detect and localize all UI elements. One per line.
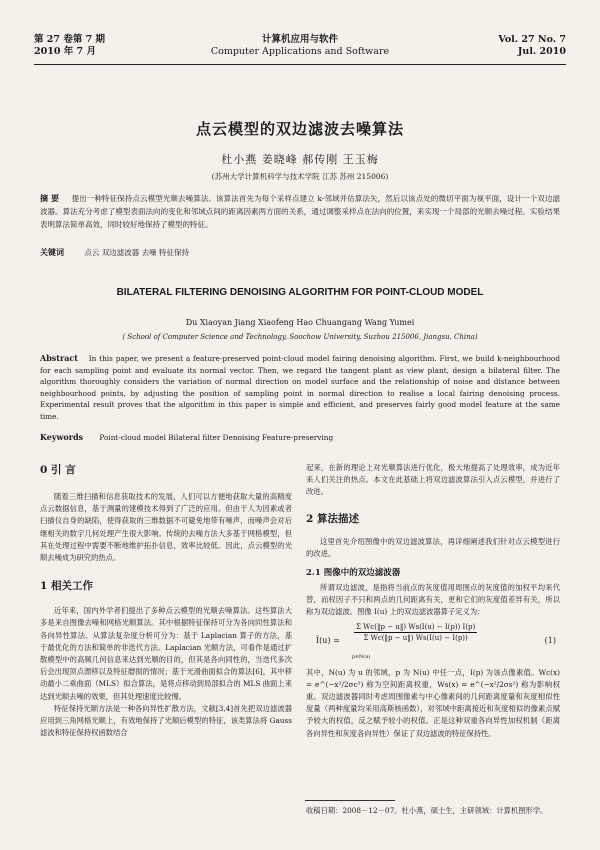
paragraph: 起来，在新的理论上对光顺算法进行优化，极大地提高了处理效率，成为近年来人们关注的热点。本文在此基础上将双边滤波算法引入点云模型，并进行了改进。 bbox=[306, 463, 560, 497]
section-0-body bbox=[40, 491, 292, 564]
authors-en: Du Xiaoyan Jiang Xiaofeng Hao Chuangang Wang Yumei bbox=[185, 318, 415, 327]
paragraph: 所谓双边滤波，是指将当前点的灰度值用周围点的灰度值的加权平均来代替，而权因子不只和两点的几何距离有关，更和它们的灰度值差异有关，所以称为双边滤波。图像 I(u) 上的双边滤波器算子定义为： bbox=[306, 583, 560, 617]
journal-name-en: Computer Applications and Software bbox=[210, 46, 390, 57]
section-2-heading: 2 算法描述 bbox=[306, 512, 359, 525]
paper-title-cn: 点云模型的双边滤波去噪算法 bbox=[195, 120, 404, 138]
keywords-en bbox=[40, 432, 560, 444]
abstract-en-text: In this paper, we present a feature-preserved point-cloud model fairing denoising algorithm. First, we build k-neighbourhood for each sampling point and evaluate its normal vector. Then, we regard the tangent plant as view plant, design a bilateral filter. The algorithm thoroughly considers the variation of normal direction on model surface and the relationship of noise and distance between neighbourhood points, by adjusting the position of sampling point in normal direction to realise a local fairing denoising process. Experimental result proves that the algorithm in this paper is simple and efficient, and preserves fairly good model feature at the same time. bbox=[40, 354, 560, 421]
abstract-en bbox=[40, 353, 560, 422]
paragraph: 其中，N(u) 为 u 的邻域，p 为 N(u) 中任一点，I(p) 为该点像素值。Wc(x) = e^(−x²/2σc²) 称为空间距离权重，Ws(x) = e^(−x²/2σs²) 称为影响权重。双边滤波器同时考虑周围像素与中心像素间的几何距离度量和灰度相似性度量（两种度量均采用高斯核函数），对邻域中距离接近和灰度相似的像素点赋予较大的权值，反之赋予较小的权值。正是这种双重各向异性加权机制（距离各向异性和灰度各向异性）保证了双边滤波的特征保持性。 bbox=[306, 667, 560, 738]
volume-issue-en: Vol. 27 No. 7 bbox=[498, 34, 566, 45]
header-right bbox=[498, 34, 566, 58]
header-rule bbox=[34, 64, 566, 65]
keywords-en-label: Keywords bbox=[40, 432, 84, 442]
left-column bbox=[40, 462, 292, 739]
paragraph: 这里首先介绍图像中的双边滤波算法，再详细阐述我们针对点云模型进行的改进。 bbox=[306, 536, 560, 558]
abstract-cn-text: 提出一种特征保持点云模型光顺去噪算法。该算法首先为每个采样点建立 k-邻域并估算法矢，然后以该点处的微切平面为视平面，设计一个双边滤波器。算法充分考虑了模型表面法向的变化和邻域点间的距离因素两方面的关系，通过调整采样点在法向的位置，来实现一个局部的光顺去噪过程。实验结果表明算法简单高效，同时较好地保持了模型的特征。 bbox=[40, 194, 560, 229]
subsection-2-1-body-cont bbox=[306, 667, 560, 740]
equation-denominator: Σ Wc(‖p − u‖) Ws(I(u) − I(p)) bbox=[363, 633, 468, 642]
paper-title-en: BILATERAL FILTERING DENOISING ALGORITHM FOR POINT-CLOUD MODEL bbox=[116, 287, 484, 298]
paragraph: 近年来，国内外学者们提出了多种点云模型的光顺去噪算法。这些算法大多是来自图像去噪和网格光顺算法。其中根据特征保持可分为各向同性算法和各向异性算法。从算法复杂度分析可分为：基于 Laplacian 算子的方法，基于最优化的方法和简单的非迭代方法。Laplacian 光顺方法，可看作是通过扩散模型中的高频几何信息来达到光顺的目的，但其是各向同性的，当迭代多次后会出现顶点漂移以及特征磨损的情况；基于光滑曲面拟合的算法[6]，其中移动最小二乘曲面（MLS）拟合算法，是将点移动到局部拟合的 MLS 曲面上来达到光顺去噪的效果，但其处理速度比较慢。 bbox=[40, 606, 292, 701]
keywords-cn-label: 关键词 bbox=[40, 247, 64, 257]
paragraph: 特征保持光顺方法是一种各向异性扩散方法，文献[3,4]首先把双边滤波器应用到三角网格光顺上，有效地保持了光顺后模型的特征，该类算法将 Gauss 滤波和特征保持权函数结合 bbox=[40, 703, 292, 738]
keywords-cn bbox=[40, 246, 560, 259]
section-1-body bbox=[40, 605, 292, 739]
subsection-2-1-body bbox=[306, 582, 560, 619]
footnote: 收稿日期：2008－12－07。杜小燕，硕士生，主研领域：计算机图形学。 bbox=[306, 806, 548, 815]
equation-fraction bbox=[354, 623, 477, 642]
paragraph: 随着三维扫描和信息获取技术的发展，人们可以方便地获取大量的高精度点云数据信息，基于测量的建模技术得到了广泛的应用。但由于人为因素或者扫描仪自身的缺陷，使得获取的三维数据不可避免地带有噪声，而噪声会对后继相关的数字几何处理产生很大影响。传统的去噪方法大多基于网格模型，但其在处理过程中需要不断地维护拓扑信息，效率比较低。因此，点云模型的光顺去噪成为研究的热点。 bbox=[40, 492, 292, 563]
header-left bbox=[34, 34, 105, 58]
equation-number: (1) bbox=[544, 635, 556, 645]
equation-1 bbox=[306, 623, 560, 663]
date-en: Jul. 2010 bbox=[517, 46, 566, 57]
section-1-continued bbox=[306, 462, 560, 499]
header-center bbox=[150, 34, 450, 58]
equation-sum-subscript: p∈N(u) bbox=[352, 653, 371, 660]
journal-name-cn: 计算机应用与软件 bbox=[261, 34, 338, 45]
keywords-cn-text: 点云 双边滤波器 去噪 特征保持 bbox=[84, 248, 190, 257]
keywords-en-text: Point-cloud model Bilateral filter Denoising Feature-preserving bbox=[99, 433, 334, 442]
affiliation-en: ( School of Computer Science and Technology, Soochow University, Suzhou 215006, Jiangsu, China) bbox=[122, 333, 478, 341]
abstract-en-label: Abstract bbox=[40, 353, 78, 363]
section-1-heading: 1 相关工作 bbox=[40, 580, 93, 593]
equation-lhs: Î(u) = bbox=[316, 635, 340, 645]
affiliation-cn: (苏州大学计算机科学与技术学院 江苏 苏州 215006) bbox=[211, 172, 389, 181]
authors-cn: 杜小燕 姜晓峰 郝传刚 王玉梅 bbox=[221, 153, 379, 166]
subsection-2-1-heading: 2.1 图像中的双边滤波器 bbox=[306, 568, 401, 579]
right-column bbox=[306, 462, 560, 740]
section-0-heading: 0 引 言 bbox=[40, 464, 76, 476]
footnote-rule bbox=[305, 800, 395, 801]
section-2-body bbox=[306, 536, 560, 560]
equation-numerator: Σ Wc(‖p − u‖) Ws(I(u) − I(p)) I(p) bbox=[356, 622, 476, 631]
date-cn: 2010 年 7 月 bbox=[34, 46, 96, 57]
abstract-cn-label: 摘 要 bbox=[40, 193, 60, 203]
volume-issue-cn: 第 27 卷第 7 期 bbox=[34, 34, 106, 45]
abstract-cn bbox=[40, 192, 560, 231]
